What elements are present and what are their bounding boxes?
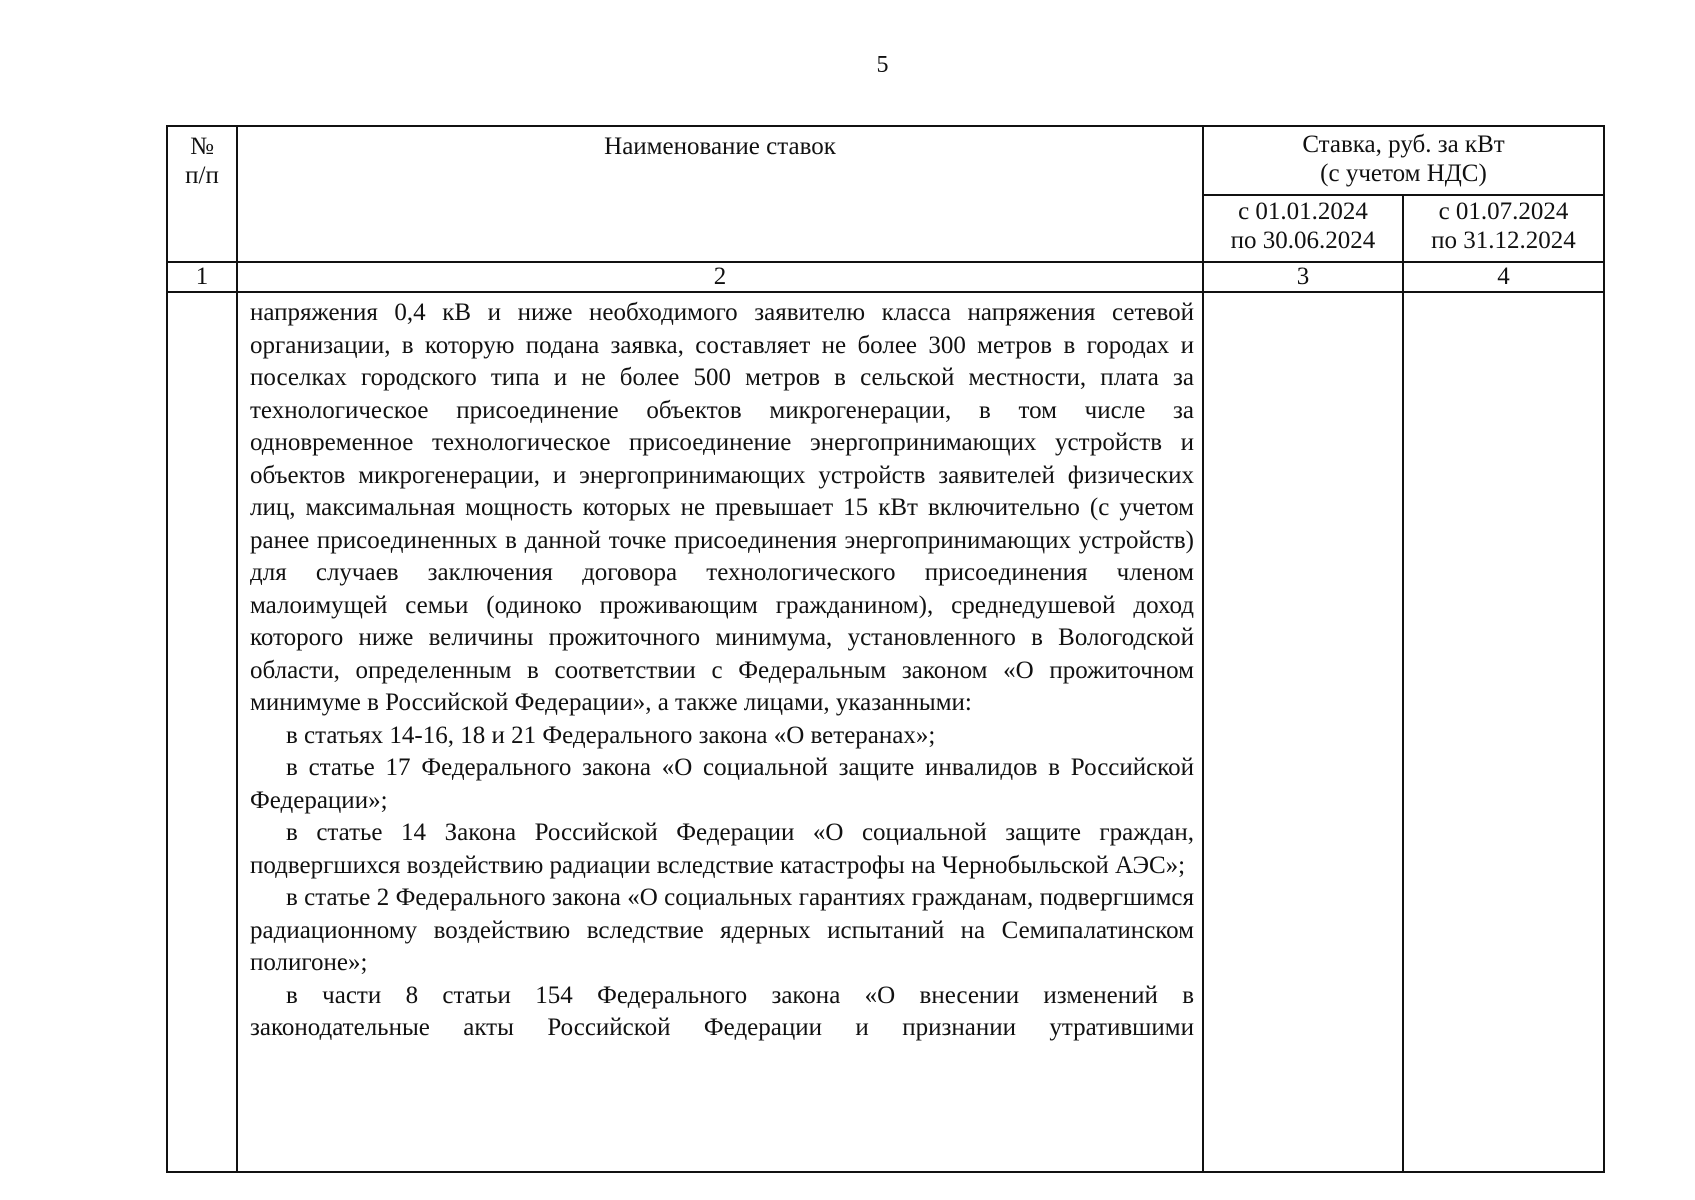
header-rate-label: Ставка, руб. за кВт bbox=[1302, 131, 1505, 158]
table-row bbox=[167, 292, 1604, 1172]
description-paragraph: напряжения 0,4 кВ и ниже необходимого заявителю класса напряжения сетевой организации, в которую подана заявка, составляет не более 300 метров в городах и поселках городского типа и не более 500 метров в сельской местности, плата за технологическое присоединение объектов микрогенерации, в том числе за одновременное технологическое присоединение энергопринимающих устройств и объектов микрогенерации, и энергопринимающих устройств заявителей физических лиц, максимальная мощность которых не превышает 15 кВт включительно (с учетом ранее присоединенных в данной точке присоединения энергопринимающих устройств) для случаев заключения договора технологического присоединения членом малоимущей семьи (одиноко проживающим гражданином), среднедушевой доход которого ниже величины прожиточного минимума, установленного в Вологодской области, определенным в соответствии с Федеральным законом «О прожиточном минимуме в Российской Федерации», а также лицами, указанными: bbox=[250, 299, 1194, 716]
table-header-row bbox=[167, 126, 1604, 195]
column-index-4: 4 bbox=[1403, 262, 1604, 292]
rate-description-cell bbox=[237, 292, 1203, 1172]
header-period-2-start: с 01.07.2024 bbox=[1438, 198, 1569, 225]
header-period-1-end: по 30.06.2024 bbox=[1230, 226, 1376, 254]
header-rate-cell bbox=[1203, 126, 1604, 195]
rate-period-1-cell bbox=[1203, 292, 1403, 1172]
header-name-cell bbox=[237, 126, 1203, 262]
description-paragraph: в статье 2 Федерального закона «О социальных гарантиях гражданам, подвергшимся радиационному воздействию вследствие ядерных испытаний на Семипалатинском полигоне»; bbox=[250, 884, 1194, 976]
header-name-label: Наименование ставок bbox=[604, 133, 836, 160]
header-period-1-cell bbox=[1203, 195, 1403, 262]
header-period-1-start: с 01.01.2024 bbox=[1238, 198, 1368, 225]
description-paragraph: в статье 14 Закона Российской Федерации «О социальной защите граждан, подвергшихся воздействию радиации вследствие катастрофы на Чернобыльской АЭС»; bbox=[250, 819, 1194, 879]
page-number-text: 5 bbox=[876, 52, 889, 78]
header-number-cell bbox=[167, 126, 237, 262]
column-index-row bbox=[167, 262, 1604, 292]
description-paragraph: в статье 17 Федерального закона «О социальной защите инвалидов в Российской Федерации»; bbox=[250, 754, 1194, 814]
description-paragraph: в статьях 14-16, 18 и 21 Федерального закона «О ветеранах»; bbox=[286, 721, 936, 749]
header-rate-vat-label: (с учетом НДС) bbox=[1320, 159, 1487, 187]
column-index-1: 1 bbox=[167, 262, 237, 292]
rates-table bbox=[166, 125, 1605, 1173]
header-number-label: № п/п bbox=[185, 133, 219, 189]
page-number bbox=[0, 52, 1695, 79]
rate-period-2-cell bbox=[1403, 292, 1604, 1172]
description-paragraph: в части 8 статьи 154 Федерального закона «О внесении изменений в законодательные акты Российской Федерации и признании утратившими bbox=[250, 981, 1194, 1041]
column-index-2: 2 bbox=[237, 262, 1203, 292]
header-period-2-end: по 31.12.2024 bbox=[1431, 226, 1576, 254]
header-period-2-cell bbox=[1403, 195, 1604, 262]
row-number-cell bbox=[167, 292, 237, 1172]
column-index-3: 3 bbox=[1203, 262, 1403, 292]
